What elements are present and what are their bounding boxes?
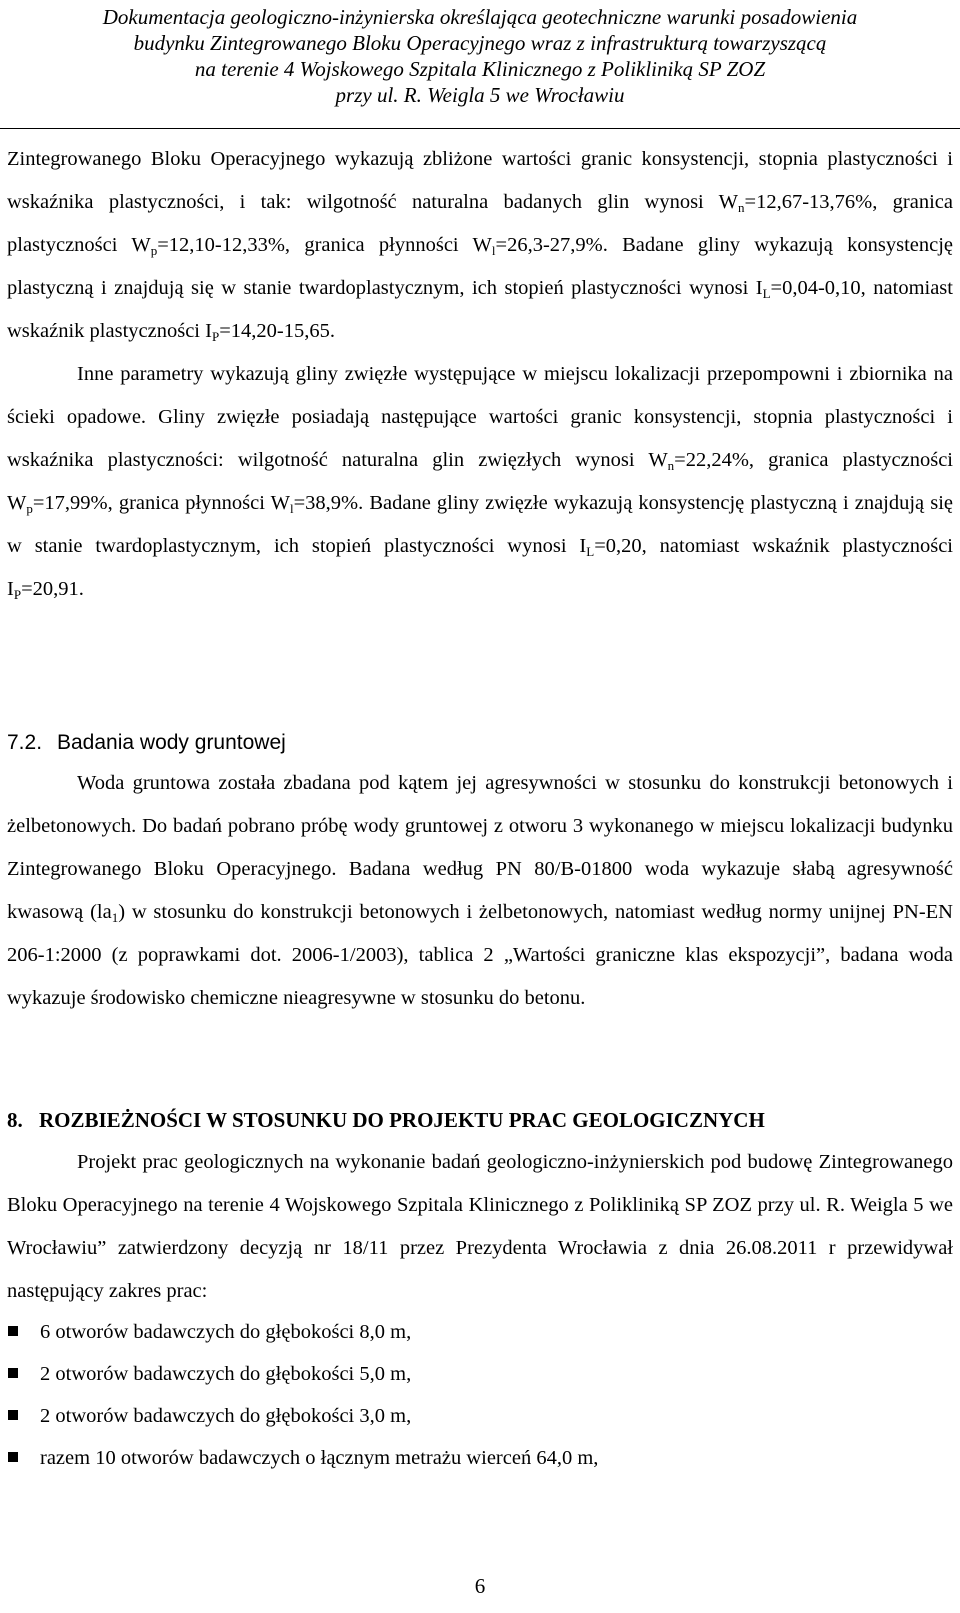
subscript: l [290,501,294,516]
text-block-3 [7,1141,953,1313]
text-run: =22,24%, granica plastyczności W [7,449,953,514]
subscript: n [738,200,745,215]
list-item-text: razem 10 otworów badawczych o łącznym metrażu wierceń 64,0 m, [40,1447,599,1469]
bullet-square-icon [8,1410,18,1420]
list-item [7,1353,953,1395]
section-heading-7-2 [7,730,286,756]
text-block-1 [7,138,953,611]
paragraph: Projekt prac geologicznych na wykonanie badań geologiczno-inżynierskich pod budowę Zintegrowanego Bloku Operacyjnego na terenie 4 Wojskowego Szpitala Klinicznego z Polikliniką SP ZOZ przy ul. R. Weigla 5 we Wrocławiu” zatwierdzony decyzją nr 18/11 przez Prezydenta Wrocławia z dnia 26.08.2011 r przewidywał następujący zakres prac: [7,1151,953,1302]
text-run: Woda gruntowa została zbadana pod kątem jej agresywności w stosunku do konstrukcji betonowych i żelbetonowych. Do badań pobrano próbę wody gruntowej z otworu 3 wykonanego w miejscu lokalizacji budynku Zintegrowanego Bloku Operacyjnego. Badana według PN 80/B-01800 woda wykazuje słabą agresywność kwasową (la [7,772,953,923]
subscript: p [150,243,158,258]
scope-list [7,1311,953,1479]
section-number: 8. [7,1108,23,1132]
page-number: 6 [474,1574,486,1598]
list-item-text: 2 otworów badawczych do głębokości 3,0 m, [40,1405,412,1427]
text-run: =12,67-13,76%, granica plastyczności W [7,191,953,256]
bullet-square-icon [8,1452,18,1462]
section-heading-8 [7,1107,765,1133]
text-run: =17,99%, granica płynności W [32,492,290,514]
text-run: Inne parametry wykazują gliny zwięzłe występujące w miejscu lokalizacji przepompowni i zbiornika na ścieki opadowe. Gliny zwięzłe posiadają następujące wartości granic konsystencji, stopnia plastyczności i wskaźnika plastyczności: wilgotność naturalna glin zwięzłych wynosi W [7,363,953,471]
subscript: P [13,587,22,602]
list-item [7,1437,953,1479]
text-run: ) w stosunku do konstrukcji betonowych i żelbetonowych, natomiast według normy unijnej PN-EN 206-1:2000 (z poprawkami dot. 2006-1/2003), tablica 2 „Wartości graniczne klas ekspozycji”, badana woda wykazuje środowisko chemiczne nieagresywne w stosunku do betonu. [7,901,953,1009]
text-block-2 [7,762,953,1020]
paragraph [7,138,953,353]
header-line: przy ul. R. Weigla 5 we Wrocławiu [335,83,625,107]
bullet-square-icon [8,1326,18,1336]
paragraph [7,353,953,611]
text-run: =14,20-15,65. [219,320,335,342]
text-run: =26,3-27,9%. Badane gliny wykazują konsystencję plastyczną i znajdują się w stanie twardoplastycznym, ich stopień plastyczności wynosi I [7,234,954,299]
subscript: p [26,501,33,516]
text-run: =38,9%. Badane gliny zwięzłe wykazują konsystencję plastyczną i znajdują się w stanie twardoplastycznym, ich stopień plastyczności wynosi I [7,492,954,557]
text-run: =20,91. [21,578,84,600]
paragraph [7,762,953,1020]
section-title: Badania wody gruntowej [57,731,286,754]
list-item [7,1395,953,1437]
text-run: =12,10-12,33%, granica płynności W [157,234,492,256]
document-header [0,4,960,108]
list-item [7,1311,953,1353]
header-line: budynku Zintegrowanego Bloku Operacyjnego wraz z infrastrukturą towarzyszącą [133,31,827,55]
subscript: l [491,243,496,258]
text-run: =0,20, natomiast wskaźnik plastyczności I [7,535,953,600]
bullet-square-icon [8,1368,18,1378]
section-number: 7.2. [7,731,43,754]
subscript: n [667,458,675,473]
subscript: L [586,544,595,559]
header-line: Dokumentacja geologiczno-inżynierska określająca geotechniczne warunki posadowienia [102,5,858,29]
section-title: ROZBIEŻNOŚCI W STOSUNKU DO PROJEKTU PRAC GEOLOGICZNYCH [39,1108,765,1132]
header-divider [0,128,960,129]
subscript: P [211,329,220,344]
text-run: =0,04-0,10, natomiast wskaźnik plastyczności I [7,277,953,342]
subscript: 1 [111,910,119,925]
list-item-text: 2 otworów badawczych do głębokości 5,0 m, [40,1363,412,1385]
text-run: Zintegrowanego Bloku Operacyjnego wykazują zbliżone wartości granic konsystencji, stopnia plastyczności i wskaźnika plastyczności, i tak: wilgotność naturalna badanych glin wynosi W [7,148,953,213]
list-item-text: 6 otworów badawczych do głębokości 8,0 m, [40,1321,412,1343]
subscript: L [762,286,771,301]
header-line: na terenie 4 Wojskowego Szpitala Klinicznego z Polikliniką SP ZOZ [194,57,766,81]
